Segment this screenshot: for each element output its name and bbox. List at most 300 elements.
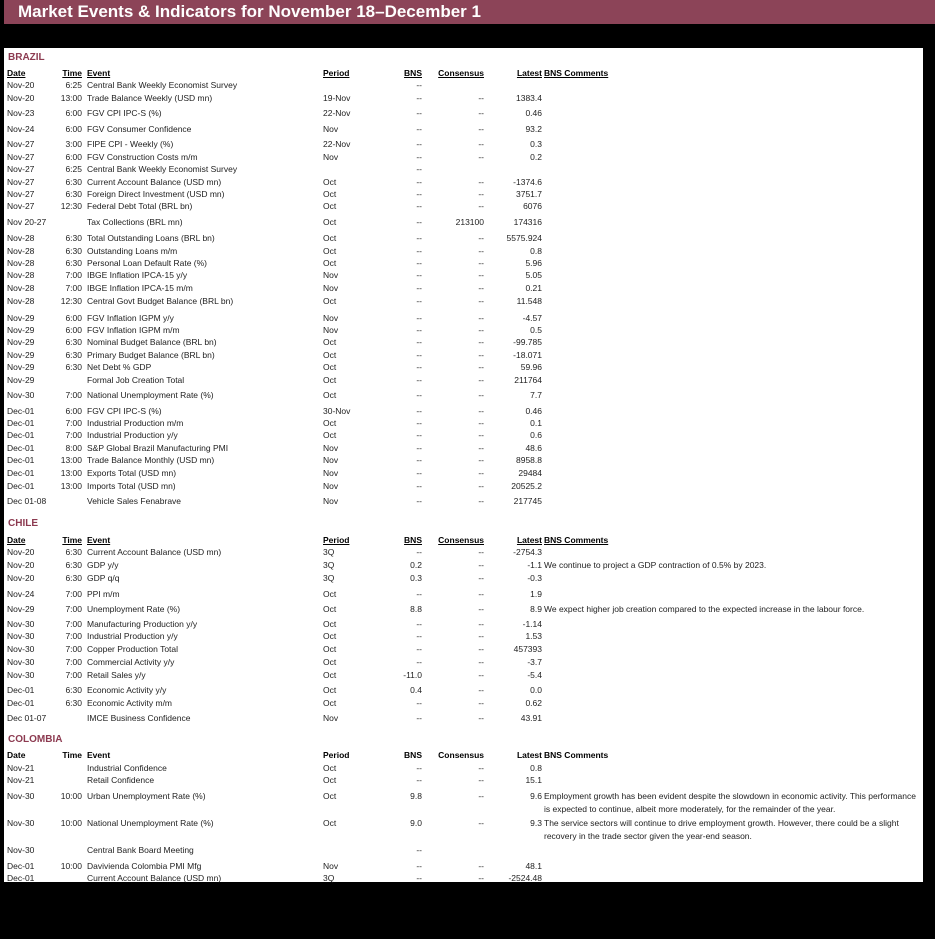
- cell-bns: --: [416, 325, 422, 335]
- column-header-time: Time: [62, 535, 82, 545]
- cell-time: 6:25: [65, 80, 82, 90]
- column-header-latest: Latest: [516, 750, 542, 760]
- cell-period: Nov: [323, 313, 339, 323]
- table-row: [4, 269, 923, 281]
- cell-latest: 9.6: [530, 791, 542, 801]
- column-header-event: Event: [87, 750, 111, 760]
- cell-latest: 1.53: [525, 631, 542, 641]
- cell-consensus: --: [478, 233, 484, 243]
- cell-bns: --: [416, 233, 422, 243]
- cell-time: 6:30: [65, 337, 82, 347]
- cell-period: Oct: [323, 189, 337, 199]
- cell-latest: 1383.4: [516, 93, 542, 103]
- cell-date: Dec-01: [7, 455, 35, 465]
- cell-latest: 0.0: [530, 685, 542, 695]
- cell-consensus: --: [478, 455, 484, 465]
- table-row: [4, 712, 923, 724]
- cell-latest: 15.1: [525, 775, 542, 785]
- cell-period: Oct: [323, 631, 337, 641]
- column-header-consensus: Consensus: [438, 68, 484, 78]
- column-header-period: Period: [323, 750, 350, 760]
- table-row: [4, 684, 923, 696]
- cell-consensus: --: [478, 443, 484, 453]
- table-row: [4, 257, 923, 269]
- cell-consensus: --: [478, 861, 484, 871]
- cell-latest: 48.6: [525, 443, 542, 453]
- cell-time: 13:00: [60, 468, 82, 478]
- column-header-row: [4, 534, 923, 546]
- cell-event: Commercial Activity y/y: [87, 657, 175, 667]
- cell-period: Oct: [323, 177, 337, 187]
- cell-consensus: --: [478, 283, 484, 293]
- cell-date: Dec 01-08: [7, 496, 47, 506]
- cell-bns: --: [416, 443, 422, 453]
- cell-date: Nov-30: [7, 791, 35, 801]
- cell-event: Trade Balance Weekly (USD mn): [87, 93, 213, 103]
- cell-period: Oct: [323, 296, 337, 306]
- column-header-event: Event: [87, 535, 111, 545]
- table-row: [4, 361, 923, 373]
- cell-bns: --: [416, 481, 422, 491]
- cell-latest: 93.2: [525, 124, 542, 134]
- cell-time: 6:00: [65, 152, 82, 162]
- cell-event: Copper Production Total: [87, 644, 179, 654]
- cell-event: Outstanding Loans m/m: [87, 246, 178, 256]
- cell-bns: --: [416, 350, 422, 360]
- cell-consensus: --: [478, 763, 484, 773]
- cell-consensus: --: [478, 406, 484, 416]
- cell-latest: -99.785: [513, 337, 542, 347]
- cell-consensus: --: [478, 258, 484, 268]
- cell-event: Central Bank Board Meeting: [87, 845, 194, 855]
- cell-latest: 6076: [523, 201, 542, 211]
- cell-latest: 59.96: [520, 362, 542, 372]
- cell-event: Economic Activity m/m: [87, 698, 173, 708]
- cell-time: 6:30: [65, 560, 82, 570]
- cell-latest: 8.9: [530, 604, 542, 614]
- cell-bns: --: [416, 108, 422, 118]
- cell-bns: --: [416, 164, 422, 174]
- cell-bns: --: [416, 139, 422, 149]
- cell-consensus: --: [478, 270, 484, 280]
- table-row: [4, 872, 923, 884]
- table-row: [4, 817, 923, 841]
- cell-event: Imports Total (USD mn): [87, 481, 176, 491]
- cell-latest: 9.3: [530, 818, 542, 828]
- cell-bns: --: [416, 258, 422, 268]
- cell-latest: -3.7: [527, 657, 542, 667]
- cell-period: Oct: [323, 246, 337, 256]
- cell-event: Retail Confidence: [87, 775, 155, 785]
- cell-date: Nov-29: [7, 337, 35, 347]
- table-row: [4, 417, 923, 429]
- cell-date: Nov-29: [7, 375, 35, 385]
- cell-consensus: --: [478, 547, 484, 557]
- cell-period: Oct: [323, 362, 337, 372]
- cell-bns: --: [416, 698, 422, 708]
- cell-latest: -1374.6: [513, 177, 542, 187]
- cell-date: Dec-01: [7, 873, 35, 883]
- cell-time: 13:00: [60, 93, 82, 103]
- cell-time: 7:00: [65, 644, 82, 654]
- cell-time: 6:30: [65, 233, 82, 243]
- cell-date: Dec-01: [7, 406, 35, 416]
- cell-bns: --: [416, 313, 422, 323]
- column-header-consensus: Consensus: [438, 535, 484, 545]
- table-row: [4, 389, 923, 401]
- cell-bns: --: [416, 619, 422, 629]
- column-header-period: Period: [323, 68, 350, 78]
- cell-latest: -5.4: [527, 670, 542, 680]
- column-header-comments: BNS Comments: [544, 750, 609, 760]
- table-row: [4, 216, 923, 228]
- cell-period: Oct: [323, 685, 337, 695]
- cell-latest: 0.46: [525, 108, 542, 118]
- cell-consensus: --: [478, 873, 484, 883]
- cell-period: 19-Nov: [323, 93, 351, 103]
- cell-consensus: --: [478, 481, 484, 491]
- cell-bns: --: [416, 390, 422, 400]
- cell-consensus: --: [478, 468, 484, 478]
- cell-time: 7:00: [65, 670, 82, 680]
- cell-bns: --: [416, 763, 422, 773]
- cell-date: Nov-30: [7, 670, 35, 680]
- cell-bns: --: [416, 375, 422, 385]
- cell-event: Unemployment Rate (%): [87, 604, 181, 614]
- table-row: [4, 480, 923, 492]
- cell-event: Retail Sales y/y: [87, 670, 146, 680]
- table-row: [4, 92, 923, 104]
- cell-period: Oct: [323, 698, 337, 708]
- cell-latest: 0.3: [530, 139, 542, 149]
- cell-bns: --: [416, 93, 422, 103]
- cell-date: Nov-29: [7, 362, 35, 372]
- cell-time: 7:00: [65, 604, 82, 614]
- cell-event: Vehicle Sales Fenabrave: [87, 496, 182, 506]
- cell-consensus: --: [478, 775, 484, 785]
- cell-consensus: --: [478, 713, 484, 723]
- cell-latest: 3751.7: [516, 189, 542, 199]
- table-row: [4, 295, 923, 307]
- cell-time: 7:00: [65, 657, 82, 667]
- cell-event: Current Account Balance (USD mn): [87, 873, 222, 883]
- cell-date: Nov-21: [7, 775, 35, 785]
- section-title-brazil: BRAZIL: [8, 52, 45, 63]
- cell-comment: Employment growth has been evident despite the slowdown in economic activity. This performance is expected to continue, albeit more moderately, for the remainder of the year.: [544, 791, 916, 814]
- cell-time: 7:00: [65, 390, 82, 400]
- cell-period: Oct: [323, 337, 337, 347]
- cell-bns: --: [416, 644, 422, 654]
- column-header-comments: BNS Comments: [544, 535, 609, 545]
- cell-bns: --: [416, 713, 422, 723]
- cell-period: Nov: [323, 455, 339, 465]
- cell-time: 7:00: [65, 589, 82, 599]
- cell-date: Nov-30: [7, 845, 35, 855]
- table-row: [4, 123, 923, 135]
- cell-date: Nov-28: [7, 270, 35, 280]
- cell-event: FGV Inflation IGPM m/m: [87, 325, 180, 335]
- cell-date: Dec-01: [7, 685, 35, 695]
- cell-date: Nov 20-27: [7, 217, 47, 227]
- table-row: [4, 176, 923, 188]
- section-title-chile: CHILE: [8, 518, 38, 529]
- table-row: [4, 697, 923, 709]
- cell-bns: --: [416, 547, 422, 557]
- table-row: [4, 603, 923, 615]
- cell-consensus: --: [478, 496, 484, 506]
- cell-period: Oct: [323, 791, 337, 801]
- table-row: [4, 495, 923, 507]
- cell-period: 3Q: [323, 547, 335, 557]
- cell-consensus: --: [478, 657, 484, 667]
- cell-comment: The service sectors will continue to drive employment growth. However, there could be a slight recovery in the trade sector given the year-end season.: [544, 818, 899, 841]
- cell-event: Formal Job Creation Total: [87, 375, 185, 385]
- cell-time: 6:30: [65, 177, 82, 187]
- cell-latest: 5575.924: [506, 233, 542, 243]
- cell-date: Nov-20: [7, 93, 35, 103]
- cell-consensus: --: [478, 93, 484, 103]
- cell-bns: --: [416, 217, 422, 227]
- cell-time: 6:30: [65, 698, 82, 708]
- cell-bns: --: [416, 124, 422, 134]
- cell-event: Net Debt % GDP: [87, 362, 152, 372]
- cell-time: 13:00: [60, 455, 82, 465]
- cell-consensus: --: [478, 418, 484, 428]
- cell-bns: --: [416, 152, 422, 162]
- cell-period: Oct: [323, 430, 337, 440]
- cell-period: Nov: [323, 443, 339, 453]
- table-row: [4, 232, 923, 244]
- cell-latest: -18.071: [513, 350, 542, 360]
- cell-latest: 0.8: [530, 763, 542, 773]
- cell-event: Manufacturing Production y/y: [87, 619, 198, 629]
- table-row: [4, 188, 923, 200]
- cell-consensus: --: [478, 375, 484, 385]
- cell-period: Oct: [323, 763, 337, 773]
- cell-period: 22-Nov: [323, 108, 351, 118]
- cell-time: 3:00: [65, 139, 82, 149]
- cell-time: 8:00: [65, 443, 82, 453]
- cell-time: 6:00: [65, 108, 82, 118]
- cell-date: Nov-30: [7, 657, 35, 667]
- cell-bns: --: [416, 246, 422, 256]
- table-row: [4, 138, 923, 150]
- cell-time: 10:00: [60, 818, 82, 828]
- cell-date: Nov-29: [7, 350, 35, 360]
- table-row: [4, 546, 923, 558]
- cell-time: 6:30: [65, 362, 82, 372]
- table-row: [4, 282, 923, 294]
- cell-bns: --: [416, 177, 422, 187]
- cell-event: Foreign Direct Investment (USD mn): [87, 189, 225, 199]
- cell-period: Oct: [323, 258, 337, 268]
- cell-date: Nov-24: [7, 589, 35, 599]
- cell-period: Oct: [323, 670, 337, 680]
- cell-date: Nov-27: [7, 152, 35, 162]
- cell-date: Nov-27: [7, 189, 35, 199]
- column-header-date: Date: [7, 750, 26, 760]
- column-header-latest: Latest: [516, 68, 542, 78]
- cell-consensus: --: [478, 573, 484, 583]
- cell-latest: 5.05: [525, 270, 542, 280]
- cell-period: Oct: [323, 350, 337, 360]
- cell-latest: 0.2: [530, 152, 542, 162]
- cell-date: Nov-29: [7, 313, 35, 323]
- cell-period: 3Q: [323, 873, 335, 883]
- cell-date: Nov-29: [7, 604, 35, 614]
- cell-date: Nov-30: [7, 818, 35, 828]
- table-row: [4, 151, 923, 163]
- cell-latest: 457393: [513, 644, 542, 654]
- cell-latest: 43.91: [520, 713, 542, 723]
- cell-bns: --: [416, 496, 422, 506]
- cell-time: 6:00: [65, 313, 82, 323]
- cell-date: Nov-28: [7, 283, 35, 293]
- cell-date: Nov-20: [7, 547, 35, 557]
- cell-time: 10:00: [60, 791, 82, 801]
- cell-latest: 0.62: [525, 698, 542, 708]
- cell-consensus: --: [478, 791, 484, 801]
- cell-event: Tax Collections (BRL mn): [87, 217, 183, 227]
- cell-date: Nov-21: [7, 763, 35, 773]
- cell-bns: 9.8: [410, 791, 422, 801]
- cell-date: Nov-28: [7, 246, 35, 256]
- column-header-row: [4, 67, 923, 79]
- cell-event: GDP y/y: [87, 560, 119, 570]
- cell-event: Nominal Budget Balance (BRL bn): [87, 337, 217, 347]
- column-header-time: Time: [62, 750, 82, 760]
- column-header-period: Period: [323, 535, 350, 545]
- cell-bns: --: [416, 80, 422, 90]
- table-row: [4, 442, 923, 454]
- cell-consensus: --: [478, 619, 484, 629]
- cell-date: Dec 01-07: [7, 713, 47, 723]
- cell-event: Economic Activity y/y: [87, 685, 167, 695]
- cell-time: 6:30: [65, 189, 82, 199]
- cell-event: FGV Consumer Confidence: [87, 124, 192, 134]
- table-row: [4, 200, 923, 212]
- table-row: [4, 844, 923, 856]
- cell-consensus: --: [478, 124, 484, 134]
- cell-date: Nov-20: [7, 573, 35, 583]
- cell-consensus: --: [478, 108, 484, 118]
- table-row: [4, 454, 923, 466]
- table-row: [4, 349, 923, 361]
- cell-event: Total Outstanding Loans (BRL bn): [87, 233, 215, 243]
- cell-bns: --: [416, 418, 422, 428]
- cell-latest: 217745: [513, 496, 542, 506]
- cell-event: GDP q/q: [87, 573, 120, 583]
- cell-period: Oct: [323, 644, 337, 654]
- cell-bns: --: [416, 189, 422, 199]
- cell-consensus: --: [478, 246, 484, 256]
- section-title-colombia: COLOMBIA: [8, 734, 63, 745]
- cell-comment: We expect higher job creation compared to the expected increase in the labour force.: [544, 604, 865, 614]
- cell-event: Personal Loan Default Rate (%): [87, 258, 208, 268]
- cell-consensus: --: [478, 390, 484, 400]
- cell-event: Industrial Production y/y: [87, 430, 178, 440]
- cell-period: 30-Nov: [323, 406, 351, 416]
- cell-period: Oct: [323, 775, 337, 785]
- table-row: [4, 762, 923, 774]
- table-row: [4, 618, 923, 630]
- cell-period: Nov: [323, 481, 339, 491]
- cell-date: Nov-27: [7, 201, 35, 211]
- cell-time: 12:30: [60, 201, 82, 211]
- cell-bns: --: [416, 631, 422, 641]
- cell-consensus: --: [478, 685, 484, 695]
- events-panel: [4, 48, 923, 882]
- cell-bns: --: [416, 873, 422, 883]
- cell-period: Oct: [323, 375, 337, 385]
- cell-bns: --: [416, 861, 422, 871]
- cell-event: S&P Global Brazil Manufacturing PMI: [87, 443, 229, 453]
- cell-event: Central Govt Budget Balance (BRL bn): [87, 296, 234, 306]
- cell-period: Nov: [323, 270, 339, 280]
- cell-bns: --: [416, 657, 422, 667]
- cell-date: Nov-20: [7, 560, 35, 570]
- table-row: [4, 79, 923, 91]
- cell-latest: 7.7: [530, 390, 542, 400]
- cell-date: Nov-30: [7, 644, 35, 654]
- cell-time: 13:00: [60, 481, 82, 491]
- cell-latest: -2524.48: [508, 873, 542, 883]
- cell-time: 6:30: [65, 246, 82, 256]
- cell-consensus: 213100: [455, 217, 484, 227]
- cell-date: Nov-28: [7, 258, 35, 268]
- table-row: [4, 312, 923, 324]
- cell-period: Oct: [323, 589, 337, 599]
- cell-event: FGV CPI IPC-S (%): [87, 108, 162, 118]
- table-row: [4, 163, 923, 175]
- cell-consensus: --: [478, 313, 484, 323]
- table-row: [4, 336, 923, 348]
- cell-event: FGV Construction Costs m/m: [87, 152, 198, 162]
- cell-consensus: --: [478, 152, 484, 162]
- column-header-time: Time: [62, 68, 82, 78]
- cell-period: Oct: [323, 657, 337, 667]
- cell-event: FGV CPI IPC-S (%): [87, 406, 162, 416]
- cell-consensus: --: [478, 350, 484, 360]
- cell-time: 7:00: [65, 631, 82, 641]
- cell-event: Trade Balance Monthly (USD mn): [87, 455, 215, 465]
- table-row: [4, 790, 923, 814]
- cell-date: Nov-23: [7, 108, 35, 118]
- cell-event: Central Bank Weekly Economist Survey: [87, 164, 238, 174]
- cell-latest: 0.8: [530, 246, 542, 256]
- cell-latest: 174316: [513, 217, 542, 227]
- cell-event: FGV Inflation IGPM y/y: [87, 313, 174, 323]
- cell-bns: --: [416, 406, 422, 416]
- cell-event: Industrial Confidence: [87, 763, 167, 773]
- cell-event: National Unemployment Rate (%): [87, 818, 214, 828]
- table-row: [4, 630, 923, 642]
- cell-date: Nov-27: [7, 164, 35, 174]
- column-header-comments: BNS Comments: [544, 68, 609, 78]
- cell-bns: --: [416, 775, 422, 785]
- cell-time: 6:25: [65, 164, 82, 174]
- cell-event: National Unemployment Rate (%): [87, 390, 214, 400]
- table-row: [4, 588, 923, 600]
- page-title: Market Events & Indicators for November 18–December 1: [4, 0, 935, 24]
- cell-bns: --: [416, 296, 422, 306]
- cell-bns: 0.4: [410, 685, 422, 695]
- cell-consensus: --: [478, 604, 484, 614]
- table-row: [4, 467, 923, 479]
- table-row: [4, 405, 923, 417]
- cell-event: Industrial Production y/y: [87, 631, 178, 641]
- cell-bns: --: [416, 845, 422, 855]
